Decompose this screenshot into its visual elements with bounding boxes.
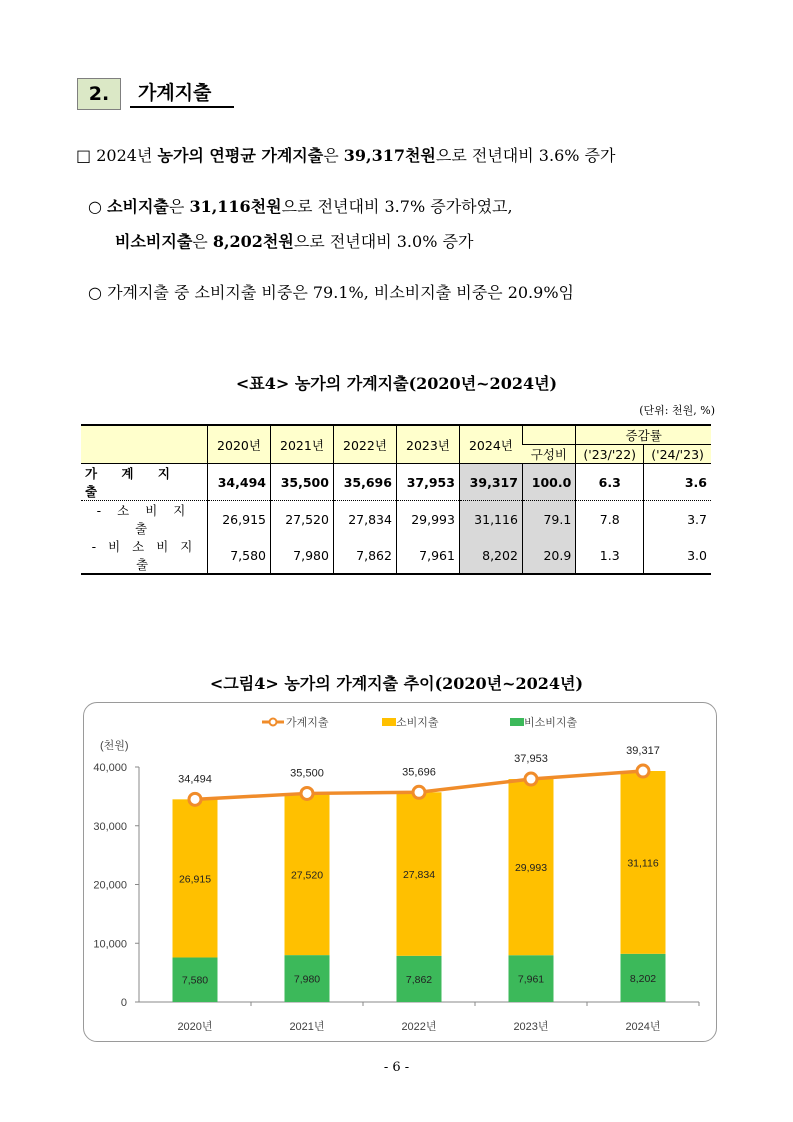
bar-data-label: 7,580 <box>181 974 209 987</box>
share-paragraph: ○ 가계지출 중 소비지출 비중은 79.1%, 비소비지출 비중은 20.9%임 <box>88 283 574 302</box>
y-tick-label: 0 <box>120 997 127 1009</box>
table-header-change-col: ('24/'23) <box>644 445 711 464</box>
line-data-label: 34,494 <box>178 773 212 786</box>
expenditure-table <box>81 424 711 575</box>
row-label: 가 계 지 출 <box>81 464 208 501</box>
table-header-year: 2022년 <box>333 425 396 464</box>
page-number: - 6 - <box>383 1060 410 1075</box>
x-tick-label: 2021년 <box>289 1021 325 1033</box>
table-row: 가 계 지 출 34,494 35,500 35,696 37,953 39,317 100.0 6.3 3.6 <box>81 464 711 501</box>
non-consumption-paragraph: 비소비지출은 8,202천원으로 전년대비 3.0% 증가 <box>115 232 474 251</box>
line-data-label: 39,317 <box>626 745 660 758</box>
row-label: - 비 소 비 지 출 <box>91 539 197 572</box>
line-data-label: 35,500 <box>290 767 324 780</box>
bar-data-label: 7,980 <box>293 973 321 986</box>
consumption-paragraph: ○ 소비지출은 31,116천원으로 전년대비 3.7% 증가하였고, <box>88 197 513 216</box>
circle-bullet: ○ <box>88 283 102 302</box>
bar-data-label: 27,520 <box>290 869 324 882</box>
y-tick-label: 10,000 <box>93 938 127 951</box>
table-title: <표4> 농가의 가계지출(2020년~2024년) <box>235 374 558 393</box>
legend-label: 가계지출 <box>286 717 329 729</box>
bar-data-label: 8,202 <box>629 972 657 985</box>
figure-title: <그림4> 농가의 가계지출 추이(2020년~2024년) <box>209 674 584 693</box>
checkbox-bullet: □ <box>76 146 92 165</box>
line-point <box>413 786 425 798</box>
line-point <box>301 787 313 799</box>
line-point <box>525 773 537 785</box>
table-header-year: 2021년 <box>270 425 333 464</box>
table-header-ratio: 구성비 <box>522 445 575 464</box>
legend-swatch <box>382 718 396 726</box>
table-row: - 비 소 비 지 출 7,580 7,980 7,862 7,961 8,202 20.9 1.3 3.0 <box>81 537 711 574</box>
expenditure-chart <box>84 703 716 1041</box>
table-header-year: 2024년 <box>459 425 522 464</box>
x-tick-label: 2023년 <box>513 1021 549 1033</box>
x-tick-label: 2024년 <box>625 1021 661 1033</box>
bar-data-label: 26,915 <box>178 873 212 886</box>
legend-label: 소비지출 <box>396 717 439 729</box>
summary-paragraph: □ 2024년 농가의 연평균 가계지출은 39,317천원으로 전년대비 3.6% 증가 <box>76 146 616 165</box>
y-tick-label: 30,000 <box>93 820 127 833</box>
bar-data-label: 7,961 <box>517 973 545 986</box>
section-title: 가계지출 <box>130 78 234 108</box>
line-data-label: 35,696 <box>402 766 436 779</box>
legend-label: 비소비지출 <box>524 717 578 729</box>
row-label: - 소 비 지 출 <box>96 503 192 536</box>
bar-data-label: 27,834 <box>402 869 436 882</box>
table-row: - 소 비 지 출 26,915 27,520 27,834 29,993 31,116 79.1 7.8 3.7 <box>81 501 711 538</box>
legend-swatch <box>510 718 524 726</box>
circle-bullet: ○ <box>88 197 102 216</box>
table-header-change-col: ('23/'22) <box>576 445 644 464</box>
y-tick-label: 20,000 <box>93 879 127 892</box>
chart-frame <box>83 702 717 1042</box>
section-number: 2. <box>77 78 121 110</box>
legend-line-marker <box>270 719 277 726</box>
table-header-year: 2023년 <box>396 425 459 464</box>
bar-data-label: 29,993 <box>514 862 548 875</box>
x-tick-label: 2020년 <box>177 1021 213 1033</box>
line-data-label: 37,953 <box>514 753 548 766</box>
bar-data-label: 31,116 <box>627 857 659 870</box>
y-tick-label: 40,000 <box>93 762 127 774</box>
table-header-change: 증감률 <box>576 425 711 445</box>
bar-data-label: 7,862 <box>405 973 433 986</box>
table-unit: (단위: 천원, %) <box>639 404 715 417</box>
y-axis-unit: (천원) <box>100 740 129 752</box>
table-corner-cell <box>81 425 208 464</box>
table-header-blank <box>522 425 575 445</box>
x-tick-label: 2022년 <box>401 1021 437 1033</box>
line-point <box>189 793 201 805</box>
table-header-year: 2020년 <box>208 425 271 464</box>
line-point <box>637 765 649 777</box>
